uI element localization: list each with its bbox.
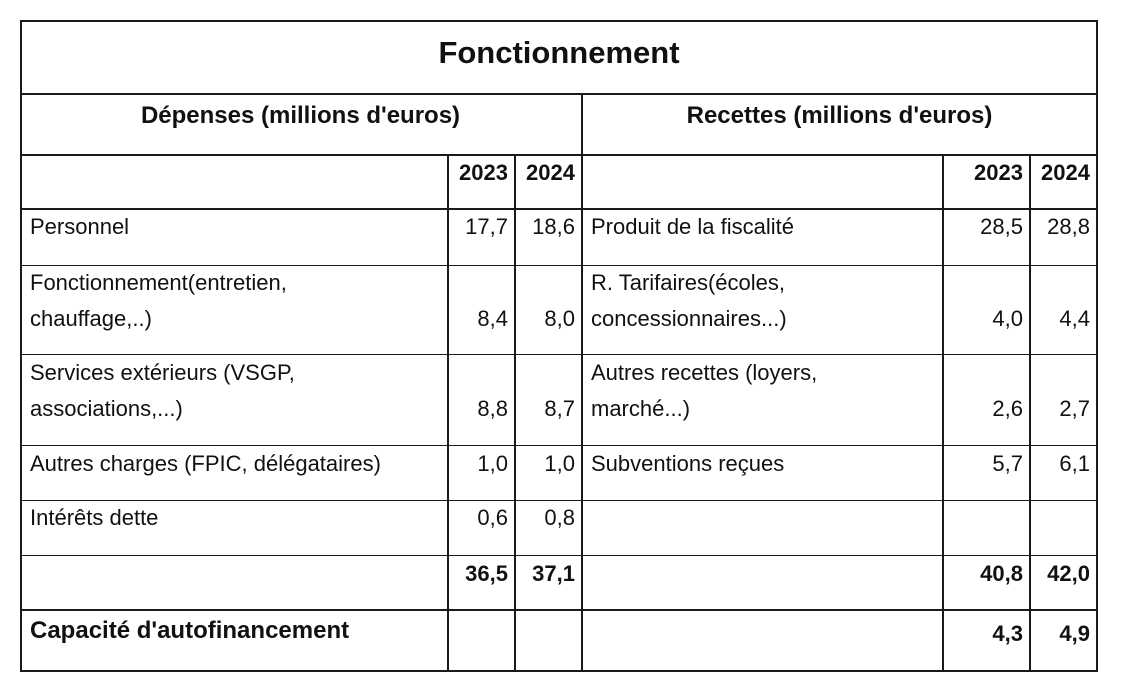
dep-row-5-2023: 0,6 [477,505,508,530]
rec-total-2023: 40,8 [980,561,1023,586]
dep-row-2-2023: 8,4 [477,306,508,331]
dep-row-2-label-line1: Fonctionnement(entretien, [30,270,287,295]
rec-row-2-label-line1: R. Tarifaires(écoles, [591,270,785,295]
dep-year-2023: 2023 [459,160,508,185]
fonctionnement-table [20,20,1098,672]
dep-row-1-2024: 18,6 [532,214,575,239]
rec-row-4-2024: 6,1 [1059,451,1090,476]
rec-row-1-2023: 28,5 [980,214,1023,239]
rec-year-2023: 2023 [974,160,1023,185]
dep-total-2023: 36,5 [465,561,508,586]
dep-row-2-label-line2: chauffage,..) [30,306,152,331]
divider-title [20,93,1098,95]
rec-row-3-2024: 2,7 [1059,396,1090,421]
rec-row-3-label-line1: Autres recettes (loyers, [591,360,818,385]
caf-2023: 4,3 [992,621,1023,646]
rec-row-2-2024: 4,4 [1059,306,1090,331]
table-title: Fonctionnement [438,35,680,70]
rec-row-3-label-line2: marché...) [591,396,691,421]
dep-row-2-2024: 8,0 [544,306,575,331]
dep-row-1-2023: 17,7 [465,214,508,239]
dep-row-4-2023: 1,0 [477,451,508,476]
dep-row-3-2024: 8,7 [544,396,575,421]
rec-total-2024: 42,0 [1047,561,1090,586]
rec-row-2-2023: 4,0 [992,306,1023,331]
depenses-header: Dépenses (millions d'euros) [140,102,461,129]
caf-2024: 4,9 [1059,621,1090,646]
rec-row-1-label: Produit de la fiscalité [591,214,794,239]
border-bottom [20,670,1098,672]
dep-row-5-2024: 0,8 [544,505,575,530]
rec-row-4-2023: 5,7 [992,451,1023,476]
rec-row-2-label-line2: concessionnaires...) [591,306,787,331]
rec-row-4-label: Subventions reçues [591,451,785,476]
dep-total-2024: 37,1 [532,561,575,586]
border-right [1096,20,1098,672]
dep-row-4-label: Autres charges (FPIC, délégataires) [30,451,381,476]
rec-row-3-2023: 2,6 [992,396,1023,421]
recettes-header: Recettes (millions d'euros) [686,102,993,129]
dep-row-1-label: Personnel [30,214,130,239]
dep-row-4-2024: 1,0 [544,451,575,476]
divider-totals [20,609,1098,611]
border-top [20,20,1098,22]
dep-row-3-label-line1: Services extérieurs (VSGP, [30,360,295,385]
rec-row-1-2024: 28,8 [1047,214,1090,239]
dep-year-2024: 2024 [526,160,575,185]
rec-year-2024: 2024 [1041,160,1090,185]
caf-label: Capacité d'autofinancement [30,617,350,644]
dep-row-5-label: Intérêts dette [30,505,159,530]
dep-row-3-2023: 8,8 [477,396,508,421]
dep-row-3-label-line2: associations,...) [30,396,183,421]
